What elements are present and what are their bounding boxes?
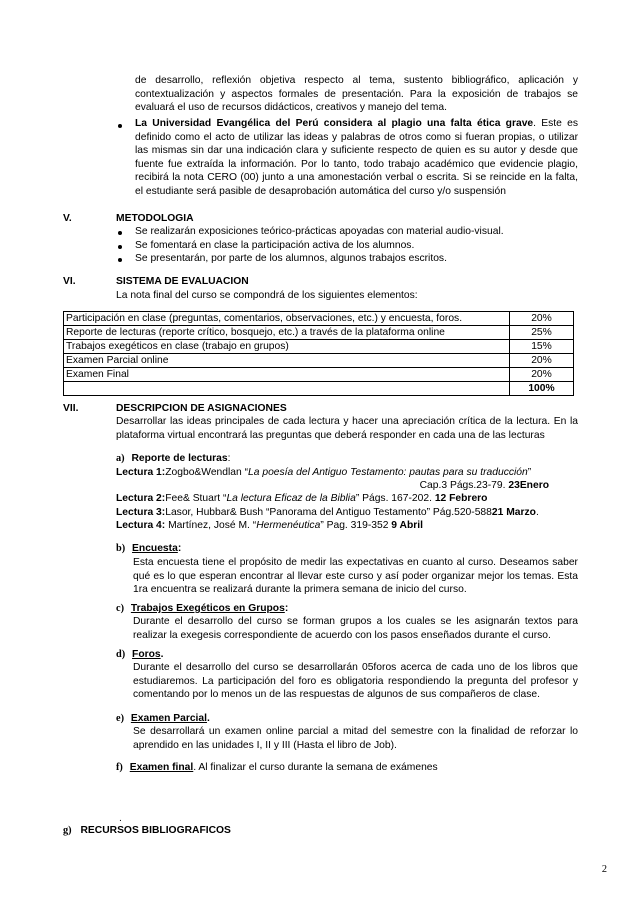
section-g-letter: g) (63, 825, 72, 836)
subsection-b-heading (116, 542, 181, 556)
subsection-c-heading (116, 602, 288, 616)
lectura-punct: . (535, 507, 539, 518)
lectura-title: La poesía del Antiguo Testamento: pautas para su traducción (248, 467, 528, 478)
section-g-title: RECURSOS BIBLIOGRAFICOS (80, 825, 231, 836)
grade-item: Reporte de lecturas (reporte crítico, bosquejo, etc.) a través de la plataforma online (64, 326, 510, 340)
subsection-title: Examen Parcial (130, 713, 208, 724)
section-v-title: METODOLOGIA (116, 213, 194, 224)
section-vi-title: SISTEMA DE EVALUACION (116, 276, 249, 287)
lectura-title: La lectura Eficaz de la Biblia (226, 493, 356, 504)
section-g-heading (63, 824, 231, 838)
subsection-punct: : (227, 453, 231, 464)
table-row (64, 326, 574, 340)
lectura-date: 12 Febrero (434, 493, 488, 504)
metodologia-item: Se fomentará en clase la participación activa de los alumnos. (135, 240, 415, 251)
metodologia-item: Se realizarán exposiciones teórico-prácticas apoyadas con material audio-visual. (135, 226, 504, 237)
subsection-title: Reporte de lecturas (131, 453, 228, 464)
lectura-title: Hermenéutica (256, 520, 321, 531)
subsection-title: Encuesta (132, 543, 178, 554)
subsection-f-text: . Al finalizar el curso durante la semana de exámenes (193, 762, 438, 773)
subsection-punct: . (207, 713, 210, 724)
lectura-label: Lectura 3: (116, 507, 166, 518)
lectura-label: Lectura 2: (116, 493, 166, 504)
subsection-letter: f) (116, 762, 123, 773)
page-number: 2 (601, 864, 607, 875)
subsection-letter: d) (116, 649, 126, 660)
subsection-punct: . (160, 649, 164, 660)
grade-percent: 20% (510, 312, 574, 326)
lectura-1-pages (420, 479, 549, 493)
lectura-1 (116, 466, 531, 480)
lectura-label: Lectura 1: (116, 467, 166, 478)
lectura-author: Fee& Stuart “ (165, 493, 227, 504)
lectura-author: Martínez, José M. “ (165, 520, 257, 531)
section-vii-intro: Desarrollar las ideas principales de cada lectura y hacer una apreciación crítica de la lectura. En la plataforma virtual encontrará las preguntas que deberá responder en cada una de las lecturas (116, 416, 578, 441)
subsection-letter: a) (116, 453, 125, 464)
grade-percent: 25% (510, 326, 574, 340)
subsection-a-heading (116, 452, 230, 466)
table-row (64, 368, 574, 382)
table-row (64, 354, 574, 368)
subsection-title: Trabajos Exegéticos en Grupos (130, 603, 285, 614)
grade-item: Trabajos exegéticos en clase (trabajo en grupos) (64, 340, 510, 354)
section-vii-number: VII. (63, 403, 79, 414)
table-row-total (64, 382, 574, 396)
grade-item: Participación en clase (preguntas, comentarios, observaciones, etc.) y encuesta, foros. (64, 312, 510, 326)
subsection-d-heading (116, 648, 164, 662)
grade-item: Examen Parcial online (64, 354, 510, 368)
table-row (64, 312, 574, 326)
grade-percent: 15% (510, 340, 574, 354)
section-vi-intro: La nota final del curso se compondrá de los siguientes elementos: (116, 290, 418, 301)
grade-percent: 20% (510, 368, 574, 382)
table-row (64, 340, 574, 354)
plagiarism-statement: La Universidad Evangélica del Perú considera al plagio una falta ética grave (135, 118, 534, 129)
lectura-date: 21 Marzo (491, 507, 536, 518)
lectura-date: 23Enero (508, 480, 549, 491)
subsection-title: Foros (132, 649, 161, 660)
subsection-d-text: Durante el desarrollo del curso se desarrollarán 05foros acerca de cada uno de los libros que estudiaremos. La participación del foro es obligatoria respondiendo la pregunta del profesor y comentando por lo menos un de las respuestas de algunos de sus compañeros de clase. (133, 662, 578, 701)
metodologia-item: Se presentarán, por parte de los alumnos, algunos trabajos escritos. (135, 253, 447, 264)
bullet-icon (118, 245, 122, 249)
section-vi-number: VI. (63, 276, 76, 287)
grading-table (63, 311, 574, 396)
subsection-title: Examen final (129, 762, 194, 773)
lectura-author: Zogbo&Wendlan “ (165, 467, 249, 478)
intro-paragraph: de desarrollo, reflexión objetiva respecto al tema, sustento bibliográfico, aplicación y contextualización y aspectos formales de presentación. Para la exposición de trabajos se evaluará el uso de recursos didácticos, creativos y manejo del tema. (135, 75, 578, 114)
subsection-c-text: Durante el desarrollo del curso se forman grupos a los cuales se les asignarán textos para realizar la exegesis correspondiente de acuerdo con los pasos enseñados durante el curso. (133, 616, 578, 641)
lectura-2 (116, 492, 487, 506)
bullet-icon (118, 231, 122, 235)
subsection-b-text: Esta encuesta tiene el propósito de medir las expectativas en cuanto al curso. Deseamos saber qué es lo que esperan encontrar al llevar este curso y así poder organizar mejor los temas. Esta 1ra encuentra se realizará durante la primera semana de inicio del curso. (133, 557, 578, 596)
subsection-punct: : (284, 603, 289, 614)
lectura-4 (116, 519, 423, 533)
subsection-letter: b) (116, 543, 126, 554)
lectura-3 (116, 506, 539, 520)
grade-item (64, 382, 510, 396)
subsection-letter: c) (116, 603, 124, 614)
subsection-f-heading (116, 761, 438, 775)
subsection-e-text: Se desarrollará un examen online parcial a mitad del semestre con la finalidad de reforzar lo aprendido en las unidades I, II y III (Hasta el libro de Job). (133, 726, 578, 751)
grade-total: 100% (510, 382, 574, 396)
subsection-letter: e) (116, 713, 124, 724)
grade-item: Examen Final (64, 368, 510, 382)
lectura-text: Lasor, Hubbar& Bush “Panorama del Antiguo Testamento” Pág.520-588 (165, 507, 492, 518)
plagiarism-paragraph (135, 117, 578, 199)
section-vii-title: DESCRIPCION DE ASIGNACIONES (116, 403, 287, 414)
lectura-pages: ” Págs. 167-202. (355, 493, 435, 504)
lectura-pages: Cap.3 Págs.23-79. (419, 480, 509, 491)
lectura-label: Lectura 4: (116, 520, 166, 531)
bullet-icon (118, 124, 122, 128)
section-v-number: V. (63, 213, 72, 224)
lectura-pages: ” Pag. 319-352 (320, 520, 392, 531)
grade-percent: 20% (510, 354, 574, 368)
bullet-icon (118, 258, 122, 262)
subsection-punct: : (177, 543, 182, 554)
lectura-quote: ” (527, 467, 532, 478)
plagiarism-text: . Este es definido como el acto de utilizar las ideas y palabras de otros como si fueran propias, o utilizar las mismas sin dar una indicación clara y suficiente respecto de quien es su autor y desde que fuente fue extraída la información. Por lo tanto, todo trabajo académico que evidencie plagio, recibirá la nota CERO (00) junto a una amonestación verbal o escrita. Si se reincide en la falta, el estudiante será pasible de desaprobación automática del curso y/o suspensión (135, 118, 578, 197)
stray-dot: . (119, 813, 122, 824)
subsection-e-heading (116, 712, 210, 726)
lectura-date: 9 Abril (391, 520, 423, 531)
